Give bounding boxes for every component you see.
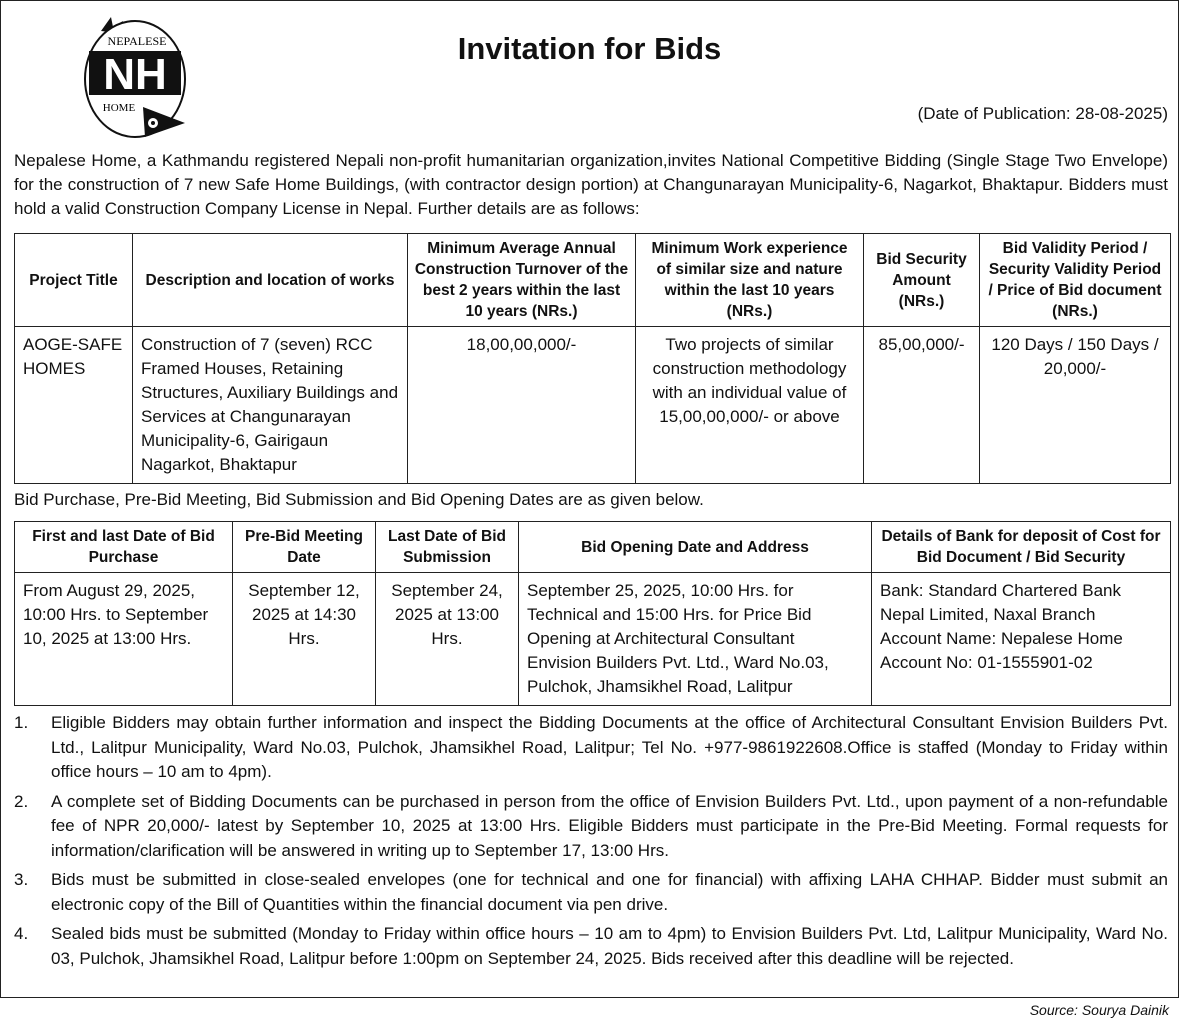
list-item [14, 868, 1168, 917]
header-bank-details: Details of Bank for deposit of Cost for Bid Document / Bid Security [872, 522, 1171, 573]
header-validity: Bid Validity Period / Security Validity Period / Price of Bid document (NRs.) [980, 234, 1171, 327]
cell-project-title: AOGE-SAFE HOMES [15, 327, 133, 484]
cell-description: Construction of 7 (seven) RCC Framed Houses, Retaining Structures, Auxiliary Buildings and Services at Changunarayan Municipality-6, Gairigaun Nagarkot, Bhaktapur [133, 327, 408, 484]
list-item-number: 4. [14, 924, 29, 943]
table-row [15, 327, 1171, 484]
cell-turnover: 18,00,00,000/- [408, 327, 636, 484]
project-table-header [15, 234, 1171, 327]
header-turnover: Minimum Average Annual Construction Turnover of the best 2 years within the last 10 years (NRs.) [408, 234, 636, 327]
dates-intro: Bid Purchase, Pre-Bid Meeting, Bid Submission and Bid Opening Dates are as given below. [14, 490, 704, 509]
page-title: Invitation for Bids [457, 31, 722, 66]
header-project-title: Project Title [15, 234, 133, 327]
dates-table [14, 521, 1171, 706]
dates-table-header [15, 522, 1171, 573]
logo-mark: NH [103, 50, 167, 99]
list-item [14, 922, 1168, 971]
list-item-text: A complete set of Bidding Documents can be purchased in person from the office of Envision Builders Pvt. Ltd., upon payment of a non-refundable fee of NPR 20,000/- latest by September 10, 2025 at 13:00 Hrs. Eligible Bidders must participate in the Pre-Bid Meeting. Formal requests for information/clarification will be answered in writing up to September 17, 13:00 Hrs. [51, 791, 1168, 860]
bank-line: Account No: 01-1555901-02 [880, 653, 1093, 672]
cell-bank-details [872, 573, 1171, 706]
list-item-number: 3. [14, 870, 29, 889]
list-item-text: Eligible Bidders may obtain further information and inspect the Bidding Documents at the office of Architectural Consultant Envision Builders Pvt. Ltd., Lalitpur Municipality, Ward No.03, Pulchok, Jhamsikhel Road, Lalitpur; Tel No. +977-9861922608.Office is staffed (Monday to Friday within office hours – 10 am to 4pm). [51, 713, 1168, 781]
list-item [14, 790, 1168, 864]
logo-top-text: NEPALESE [107, 34, 167, 48]
header-description: Description and location of works [133, 234, 408, 327]
header-bid-security: Bid Security Amount (NRs.) [864, 234, 980, 327]
instructions-list [14, 711, 1168, 976]
list-item-text: Bids must be submitted in close-sealed envelopes (one for technical and one for financial) with affixing LAHA CHHAP. Bidder must submit an electronic copy of the Bill of Quantities within the financial document via pen drive. [51, 870, 1168, 914]
bank-line: Nepal Limited, Naxal Branch [880, 605, 1096, 624]
header-last-submission: Last Date of Bid Submission [376, 522, 519, 573]
header-bid-opening: Bid Opening Date and Address [519, 522, 872, 573]
logo-bottom-text: HOME [102, 102, 136, 114]
bank-line: Bank: Standard Chartered Bank [880, 581, 1121, 600]
intro-paragraph: Nepalese Home, a Kathmandu registered Nepali non-profit humanitarian organization,invites National Competitive Bidding (Single Stage Two Envelope) for the construction of 7 new Safe Home Buildings, (with contractor design portion) at Changunarayan Municipality-6, Nagarkot, Bhaktapur. Bidders must hold a valid Construction Company License in Nepal. Further details are as follows: [14, 151, 1168, 218]
header-experience: Minimum Work experience of similar size and nature within the last 10 years (NRs.) [636, 234, 864, 327]
header-bid-purchase: First and last Date of Bid Purchase [15, 522, 233, 573]
header-pre-bid-meeting: Pre-Bid Meeting Date [233, 522, 376, 573]
cell-validity: 120 Days / 150 Days / 20,000/- [980, 327, 1171, 484]
bank-line: Account Name: Nepalese Home [880, 629, 1123, 648]
publication-date: (Date of Publication: 28-08-2025) [917, 104, 1168, 123]
cell-experience: Two projects of similar construction methodology with an individual value of 15,00,00,000/- or above [636, 327, 864, 484]
list-item-number: 1. [14, 713, 29, 732]
cell-pre-bid-meeting: September 12, 2025 at 14:30 Hrs. [233, 573, 376, 706]
cell-bid-opening: September 25, 2025, 10:00 Hrs. for Technical and 15:00 Hrs. for Price Bid Opening at Architectural Consultant Envision Builders Pvt. Ltd., Ward No.03, Pulchok, Jhamsikhel Road, Lalitpur [519, 573, 872, 706]
list-item-text: Sealed bids must be submitted (Monday to Friday within office hours – 10 am to 4pm) to Envision Builders Pvt. Ltd, Lalitpur Municipality, Ward No. 03, Pulchok, Jhamsikhel Road, Lalitpur before 1:00pm on September 24, 2025. Bids received after this deadline will be rejected. [51, 924, 1168, 968]
project-table [14, 233, 1171, 484]
source-credit: Source: Sourya Dainik [1029, 1002, 1169, 1018]
cell-bid-security: 85,00,000/- [864, 327, 980, 484]
list-item [14, 711, 1168, 785]
list-item-number: 2. [14, 791, 29, 811]
cell-bid-purchase: From August 29, 2025, 10:00 Hrs. to September 10, 2025 at 13:00 Hrs. [15, 573, 233, 706]
table-row [15, 573, 1171, 706]
cell-last-submission: September 24, 2025 at 13:00 Hrs. [376, 573, 519, 706]
